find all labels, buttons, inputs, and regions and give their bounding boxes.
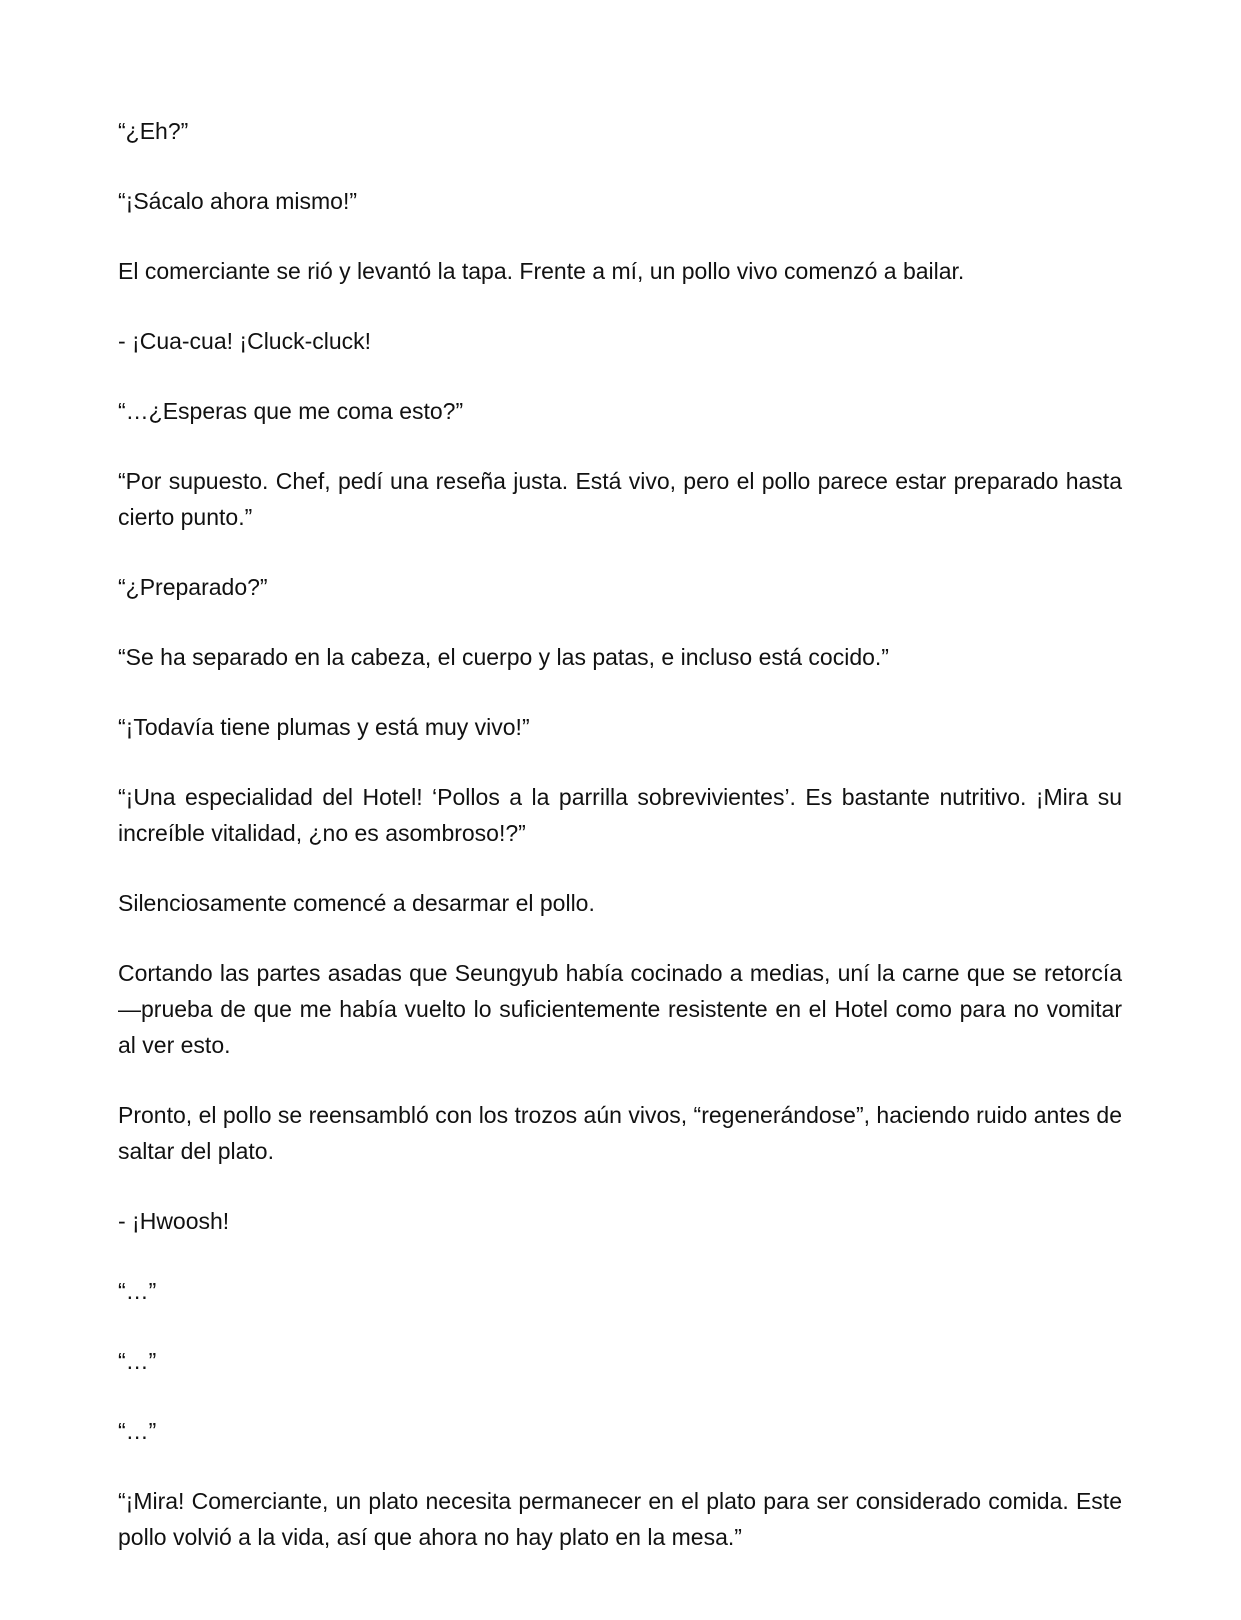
paragraph: “…”: [118, 1348, 157, 1374]
paragraph: “¡Una especialidad del Hotel! ‘Pollos a la parrilla sobrevivientes’. Es bastante nutritivo. ¡Mira su increíble vitalidad, ¿no es asombroso!?”: [118, 784, 1122, 846]
paragraph: Pronto, el pollo se reensambló con los trozos aún vivos, “regenerándose”, haciendo ruido antes de saltar del plato.: [118, 1102, 1122, 1164]
paragraph: “¡Mira! Comerciante, un plato necesita permanecer en el plato para ser considerado comida. Este pollo volvió a la vida, así que ahora no hay plato en la mesa.”: [118, 1488, 1122, 1550]
paragraph: “Se ha separado en la cabeza, el cuerpo y las patas, e incluso está cocido.”: [118, 644, 889, 670]
paragraph: “Por supuesto. Chef, pedí una reseña justa. Está vivo, pero el pollo parece estar preparado hasta cierto punto.”: [118, 468, 1122, 530]
paragraph: “…”: [118, 1278, 157, 1304]
paragraph: - ¡Cua-cua! ¡Cluck-cluck!: [118, 328, 372, 354]
paragraph: “¿Preparado?”: [118, 574, 268, 600]
paragraph: Cortando las partes asadas que Seungyub había cocinado a medias, uní la carne que se retorcía—prueba de que me había vuelto lo suficientemente resistente en el Hotel como para no vomitar al ver esto.: [118, 960, 1122, 1058]
paragraph: “¡Todavía tiene plumas y está muy vivo!”: [118, 714, 530, 740]
document-body: [118, 113, 1122, 1589]
paragraph: “…”: [118, 1418, 157, 1444]
paragraph: El comerciante se rió y levantó la tapa. Frente a mí, un pollo vivo comenzó a bailar.: [118, 258, 965, 284]
paragraph: Silenciosamente comencé a desarmar el pollo.: [118, 890, 595, 916]
paragraph: - ¡Hwoosh!: [118, 1208, 230, 1234]
paragraph: “¿Eh?”: [118, 118, 189, 144]
paragraph: “…¿Esperas que me coma esto?”: [118, 398, 464, 424]
paragraph: “¡Sácalo ahora mismo!”: [118, 188, 358, 214]
